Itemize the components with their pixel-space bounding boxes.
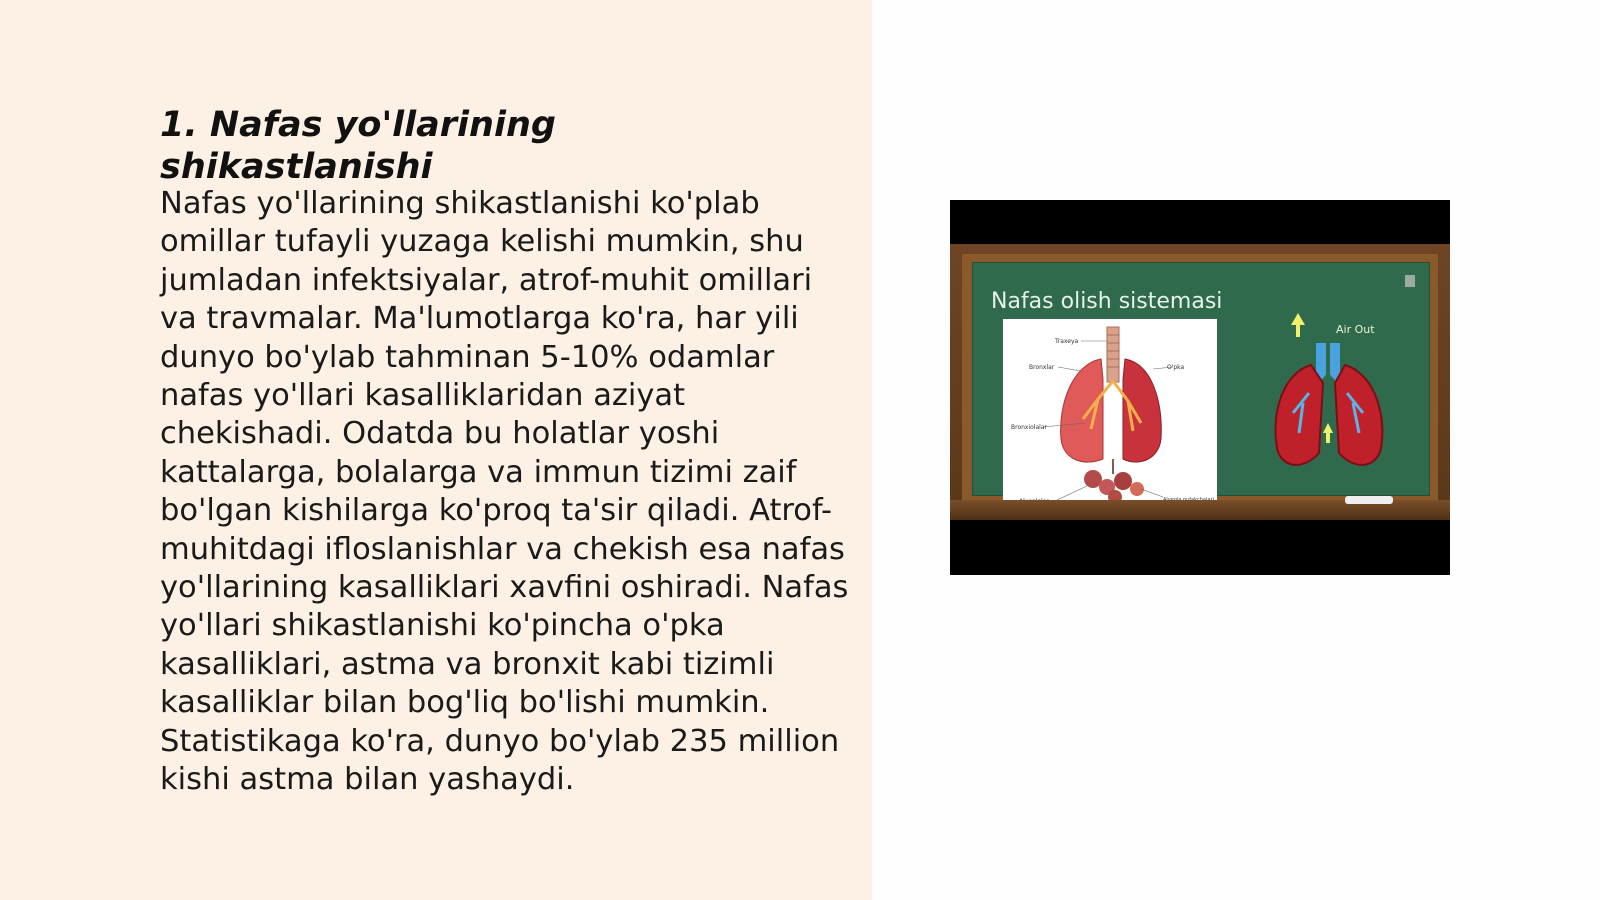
chalkboard-title: Nafas olish sistemasi bbox=[991, 289, 1223, 314]
chalkboard-frame bbox=[950, 244, 1450, 520]
eraser-icon bbox=[1405, 275, 1415, 287]
label-bronchioles: Bronxiolalar bbox=[1011, 424, 1047, 431]
slide-body-text: Nafas yo'llarining shikastlanishi ko'plab omillar tufayli yuzaga kelishi mumkin, shu jumladan infektsiyalar, atrof-muhit omillari va travmalar. Ma'lumotlarga ko'ra, har yili dunyo bo'ylab tahminan 5-10% odamlar nafas yo'llari kasalliklaridan aziyat chekishadi. Odatda bu holatlar yoshi kattalarga, bolalarga va immun tizimi zaif bo'lgan kishilarga ko'proq ta'sir qiladi. Atrof-muhitdagi ifloslanishlar va chekish esa nafas yo'llarining kasalliklari xavfini oshiradi. Nafas yo'llari shikastlanishi ko'pincha o'pka kasalliklari, astma va bronxit kabi tizimli kasalliklar bilan bog'liq bo'lishi mumkin. Statistikaga ko'ra, dunyo bo'ylab 235 million kishi astma bilan yashaydi. bbox=[160, 186, 849, 798]
label-bronchi: Bronxlar bbox=[1029, 364, 1055, 371]
lung-anatomy-diagram bbox=[1003, 319, 1217, 511]
label-lung: O'pka bbox=[1167, 364, 1185, 371]
air-out-label: Air Out bbox=[1336, 323, 1375, 336]
slide-title: 1. Nafas yo'llarining shikastlanishi bbox=[160, 105, 556, 187]
respiratory-system-image bbox=[950, 200, 1450, 575]
chalk-icon bbox=[1345, 496, 1393, 504]
label-trachea: Traxeya bbox=[1055, 338, 1079, 345]
chalkboard bbox=[972, 262, 1430, 496]
